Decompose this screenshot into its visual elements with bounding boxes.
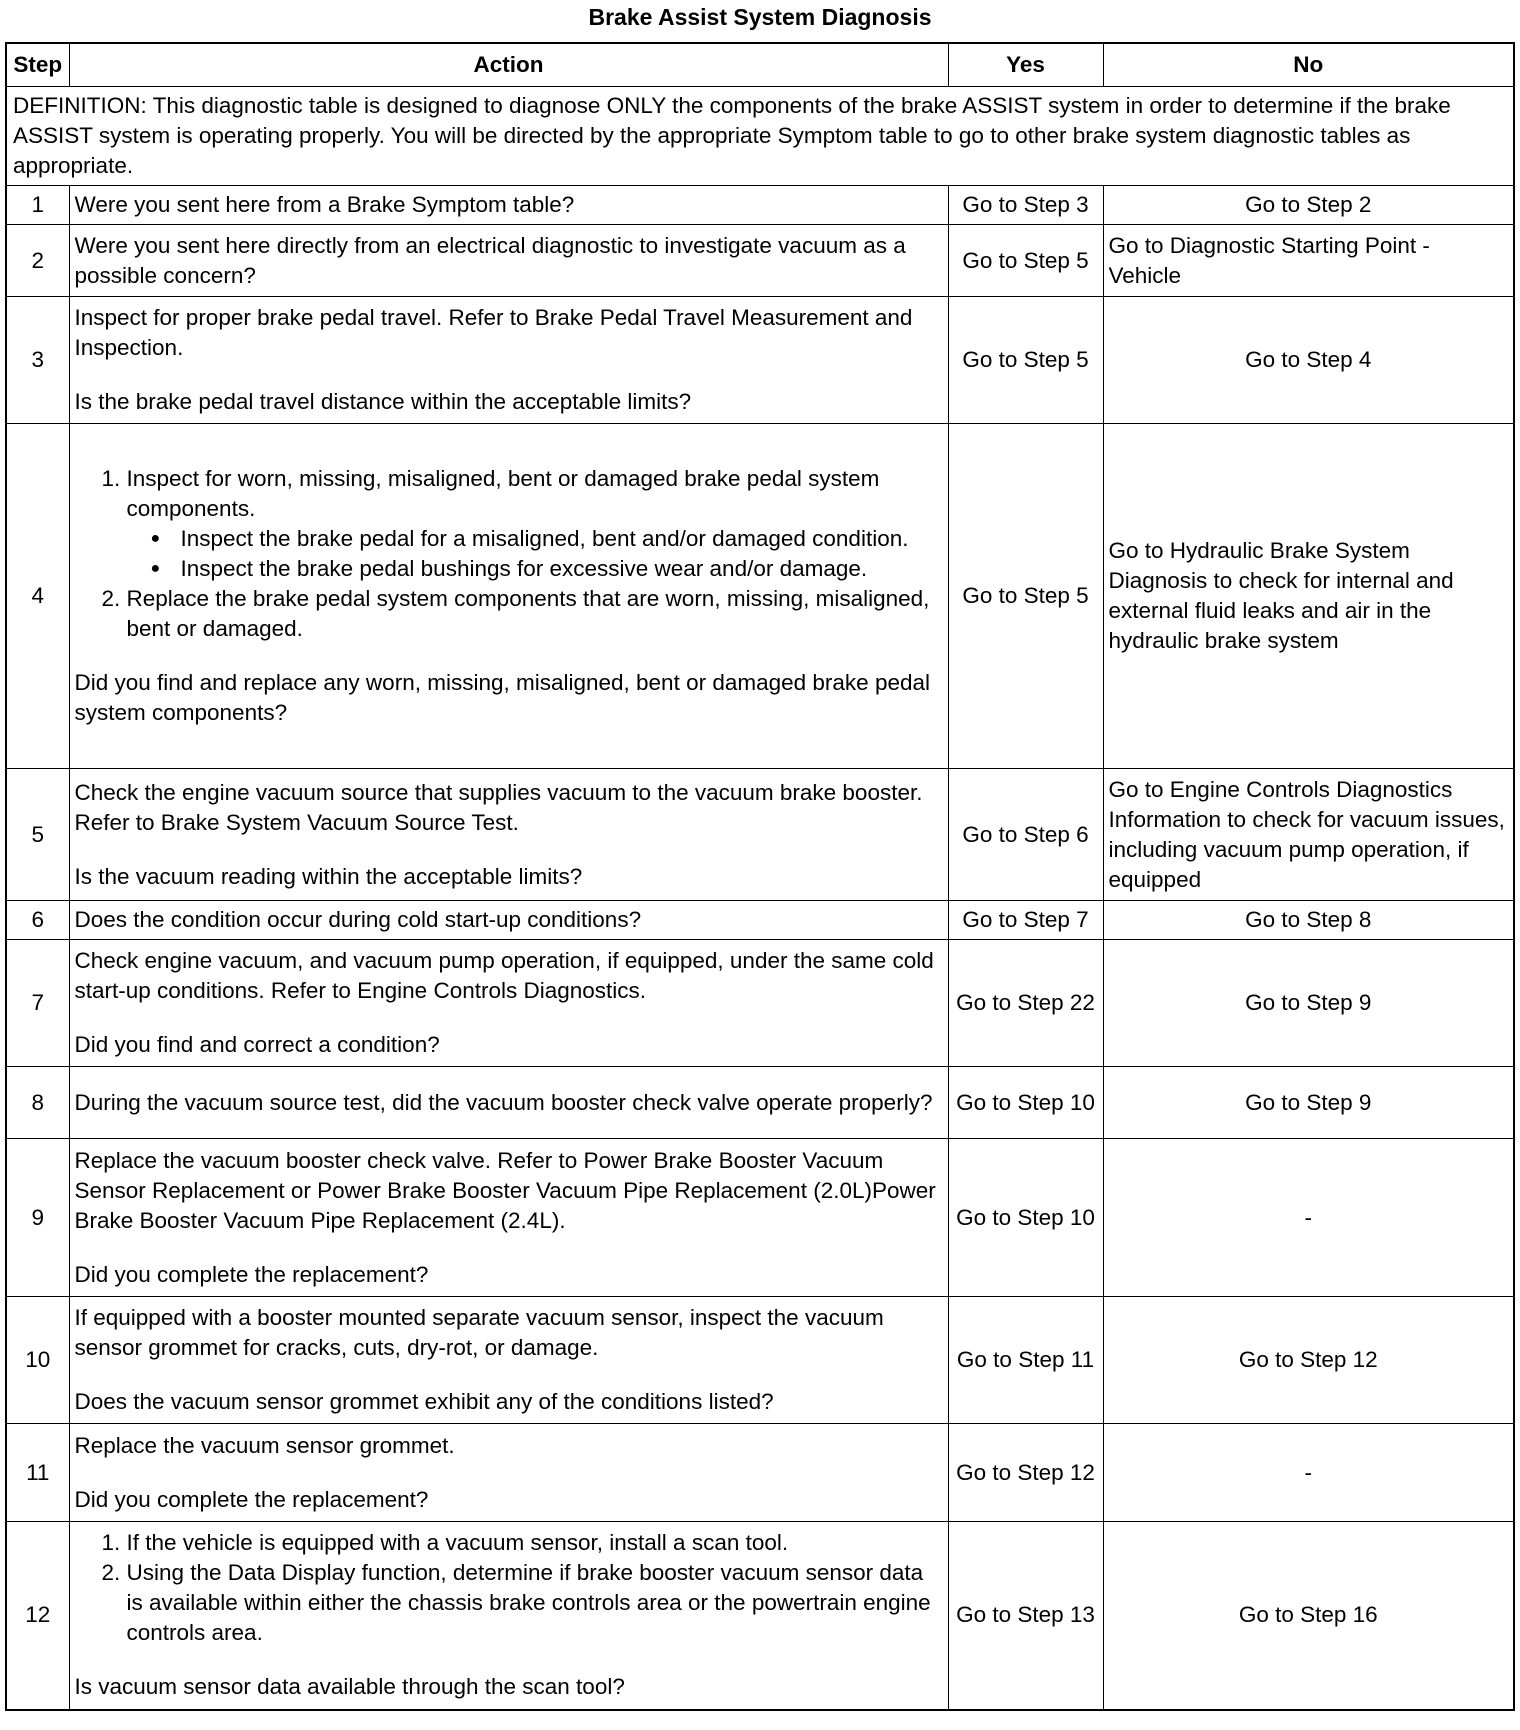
no-outcome: Go to Step 8: [1103, 901, 1514, 940]
action-question: Is vacuum sensor data available through the scan tool?: [74, 1674, 625, 1700]
table-row: [6, 1424, 1514, 1522]
table-row: [6, 1297, 1514, 1424]
bullet-item-2: ● Inspect the brake pedal bushings for excessive wear and/or damage.: [171, 554, 943, 584]
table-row: [6, 1522, 1514, 1710]
step-number: 3: [6, 297, 69, 424]
action-text: Inspect for proper brake pedal travel. Refer to Brake Pedal Travel Measurement and Inspection.: [74, 305, 913, 360]
yes-outcome: Go to Step 13: [948, 1522, 1103, 1710]
action-question: Did you find and correct a condition?: [74, 1032, 440, 1057]
table-row: [6, 1067, 1514, 1139]
yes-outcome: Go to Step 6: [948, 769, 1103, 901]
yes-outcome: Go to Step 3: [948, 186, 1103, 225]
header-yes: Yes: [948, 43, 1103, 87]
action-text: Replace the vacuum sensor grommet.: [74, 1432, 455, 1458]
procedure-item-1: Inspect for worn, missing, misaligned, bent or damaged brake pedal system components.: [126, 466, 880, 521]
no-outcome: Go to Step 2: [1103, 186, 1514, 225]
action-question: Did you complete the replacement?: [74, 1261, 429, 1287]
table-row: [6, 940, 1514, 1067]
table-row: [6, 297, 1514, 424]
step-number: 7: [6, 940, 69, 1067]
list-item: [127, 464, 943, 584]
diagnosis-table: [5, 42, 1515, 1711]
definition-row: [6, 87, 1514, 186]
yes-outcome: Go to Step 7: [948, 901, 1103, 940]
action-text: Replace the vacuum booster check valve. Refer to Power Brake Booster Vacuum Sensor Replacement or Power Brake Booster Vacuum Pipe Replacement (2.0L)Power Brake Booster Vacuum Pipe Replacement (2.4L).: [74, 1147, 936, 1233]
yes-outcome: Go to Step 5: [948, 297, 1103, 424]
action-text: Check engine vacuum, and vacuum pump operation, if equipped, under the same cold start-up conditions. Refer to Engine Controls Diagnostics.: [74, 948, 934, 1003]
table-row: [6, 424, 1514, 769]
step-number: 8: [6, 1067, 69, 1139]
table-row: [6, 225, 1514, 297]
action-cell: [69, 1297, 948, 1424]
action-cell: [69, 940, 948, 1067]
step-number: 1: [6, 186, 69, 225]
table-row: [6, 769, 1514, 901]
step-number: 10: [6, 1297, 69, 1424]
action-text: Were you sent here from a Brake Symptom table?: [69, 186, 948, 225]
step-number: 5: [6, 769, 69, 901]
no-outcome: Go to Hydraulic Brake System Diagnosis to check for internal and external fluid leaks and air in the hydraulic brake system: [1103, 424, 1514, 769]
yes-outcome: Go to Step 22: [948, 940, 1103, 1067]
action-text: Does the condition occur during cold start-up conditions?: [69, 901, 948, 940]
no-outcome: -: [1103, 1139, 1514, 1297]
no-outcome: Go to Engine Controls Diagnostics Information to check for vacuum issues, including vacuum pump operation, if equipped: [1103, 769, 1514, 901]
table-row: [6, 186, 1514, 225]
step-number: 2: [6, 225, 69, 297]
header-step: Step: [6, 43, 69, 87]
action-cell: [69, 297, 948, 424]
no-outcome: Go to Step 4: [1103, 297, 1514, 424]
procedure-item-2: 2. Using the Data Display function, determine if brake booster vacuum sensor data is available within either the chassis brake controls area or the powertrain engine controls area.: [127, 1558, 943, 1648]
no-outcome: Go to Step 12: [1103, 1297, 1514, 1424]
page-title: Brake Assist System Diagnosis: [588, 4, 932, 30]
header-no: No: [1103, 43, 1514, 87]
no-outcome: Go to Step 9: [1103, 940, 1514, 1067]
yes-outcome: Go to Step 11: [948, 1297, 1103, 1424]
bullet-list: [127, 524, 943, 584]
action-cell: [69, 769, 948, 901]
action-question: Did you find and replace any worn, missing, misaligned, bent or damaged brake pedal system components?: [74, 670, 930, 725]
action-text: Were you sent here directly from an electrical diagnostic to investigate vacuum as a possible concern?: [69, 225, 948, 297]
procedure-list: [75, 1528, 943, 1648]
table-row: [6, 901, 1514, 940]
bullet-item-1: ● Inspect the brake pedal for a misaligned, bent and/or damaged condition.: [171, 524, 943, 554]
action-question: Does the vacuum sensor grommet exhibit any of the conditions listed?: [74, 1389, 774, 1414]
header-action: Action: [69, 43, 948, 87]
yes-outcome: Go to Step 12: [948, 1424, 1103, 1522]
definition-text: DEFINITION: This diagnostic table is designed to diagnose ONLY the components of the brake ASSIST system in order to determine if the brake ASSIST system is operating properly. You will be directed by the appropriate Symptom table to go to other brake system diagnostic tables as appropriate.: [6, 87, 1514, 186]
no-outcome: Go to Step 16: [1103, 1522, 1514, 1710]
step-number: 11: [6, 1424, 69, 1522]
procedure-item-1: 1. If the vehicle is equipped with a vacuum sensor, install a scan tool.: [127, 1528, 943, 1558]
action-text: During the vacuum source test, did the vacuum booster check valve operate properly?: [69, 1067, 948, 1139]
no-outcome: -: [1103, 1424, 1514, 1522]
action-cell: [69, 1424, 948, 1522]
procedure-list: [75, 464, 943, 644]
no-outcome: Go to Diagnostic Starting Point - Vehicle: [1103, 225, 1514, 297]
table-row: [6, 1139, 1514, 1297]
yes-outcome: Go to Step 5: [948, 424, 1103, 769]
action-question: Is the vacuum reading within the acceptable limits?: [74, 863, 583, 889]
no-outcome: Go to Step 9: [1103, 1067, 1514, 1139]
action-cell: [69, 1139, 948, 1297]
action-text: If equipped with a booster mounted separate vacuum sensor, inspect the vacuum sensor grommet for cracks, cuts, dry-rot, or damage.: [74, 1305, 884, 1360]
step-number: 9: [6, 1139, 69, 1297]
header-row: [6, 43, 1514, 87]
yes-outcome: Go to Step 10: [948, 1139, 1103, 1297]
yes-outcome: Go to Step 10: [948, 1067, 1103, 1139]
step-number: 6: [6, 901, 69, 940]
step-number: 12: [6, 1522, 69, 1710]
yes-outcome: Go to Step 5: [948, 225, 1103, 297]
action-question: Is the brake pedal travel distance within the acceptable limits?: [74, 389, 692, 414]
action-question: Did you complete the replacement?: [74, 1486, 429, 1512]
procedure-item-2: 2. Replace the brake pedal system components that are worn, missing, misaligned, bent or damaged.: [127, 584, 943, 644]
action-cell: [69, 1522, 948, 1710]
action-text: Check the engine vacuum source that supplies vacuum to the vacuum brake booster. Refer to Brake System Vacuum Source Test.: [74, 779, 923, 835]
step-number: 4: [6, 424, 69, 769]
action-cell: [69, 424, 948, 769]
